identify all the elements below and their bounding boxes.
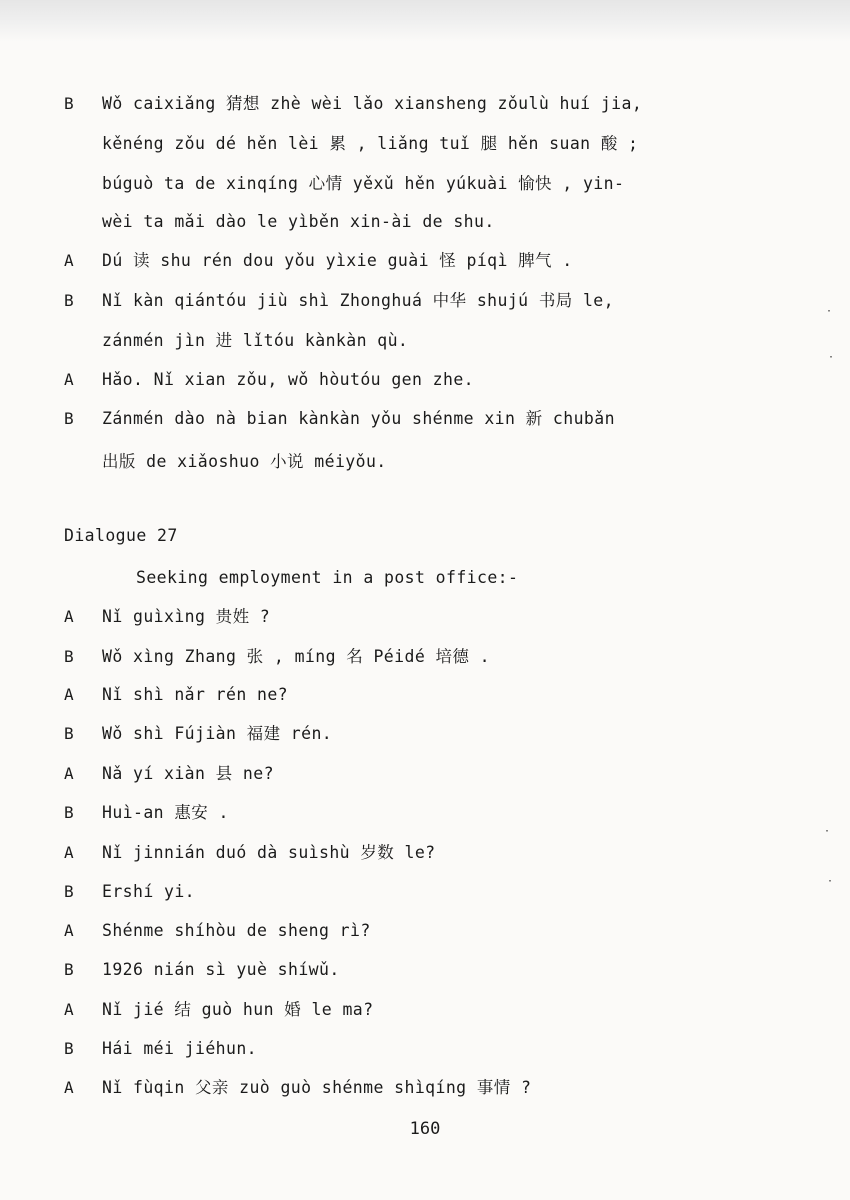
line-text: Wǒ xìng Zhang 张 , míng 名 Péidé 培德 . [102, 647, 490, 666]
dialogue-line [0, 876, 850, 908]
dialogue-line [0, 325, 850, 357]
speaker-label: A [64, 607, 74, 626]
speaker-label: A [64, 1078, 74, 1097]
line-text: búguò ta de xinqíng 心情 yěxǔ hěn yúkuài 愉快 , yin- [102, 174, 625, 193]
speaker-label: A [64, 921, 74, 940]
scan-speck: · [826, 306, 833, 317]
dialogue-description: Seeking employment in a post office:- [136, 568, 519, 587]
line-text: Nǎ yí xiàn 县 ne? [102, 764, 274, 783]
line-text: Dú 读 shu rén dou yǒu yìxie guài 怪 píqì 脾气 . [102, 251, 573, 270]
speaker-label: B [64, 1039, 74, 1058]
dialogue-line [0, 718, 850, 750]
dialogue-line [0, 994, 850, 1026]
dialogue-line [0, 446, 850, 478]
speaker-label: A [64, 843, 74, 862]
dialogue-line [0, 168, 850, 200]
line-text: wèi ta mǎi dào le yìběn xin-ài de shu. [102, 212, 495, 231]
line-text: Shénme shíhòu de sheng rì? [102, 921, 371, 940]
dialogue-line [0, 364, 850, 396]
line-text: 1926 nián sì yuè shíwǔ. [102, 960, 340, 979]
line-text: Nǐ shì nǎr rén ne? [102, 685, 289, 704]
scan-speck: · [828, 352, 835, 363]
speaker-label: A [64, 764, 74, 783]
line-text: Nǐ jinnián duó dà suìshù 岁数 le? [102, 843, 436, 862]
speaker-label: B [64, 724, 74, 743]
line-text: Nǐ guìxìng 贵姓 ? [102, 607, 271, 626]
dialogue-line [0, 601, 850, 633]
line-text: Wǒ caixiǎng 猜想 zhè wèi lǎo xiansheng zǒulù huí jia, [102, 94, 643, 113]
speaker-label: A [64, 685, 74, 704]
line-text: Hǎo. Nǐ xian zǒu, wǒ hòutóu gen zhe. [102, 370, 475, 389]
dialogue-line [0, 758, 850, 790]
dialogue-line [0, 1033, 850, 1065]
speaker-label: B [64, 647, 74, 666]
dialogue-line [0, 915, 850, 947]
dialogue-line [0, 679, 850, 711]
speaker-label: A [64, 251, 74, 270]
scan-top-edge [0, 0, 850, 42]
section-heading [0, 520, 850, 552]
line-text: Huì-an 惠安 . [102, 803, 229, 822]
line-text: Ershí yi. [102, 882, 196, 901]
line-text: Nǐ kàn qiántóu jiù shì Zhonghuá 中华 shujú 书局 le, [102, 291, 614, 310]
dialogue-line [0, 1072, 850, 1104]
dialogue-line [0, 797, 850, 829]
line-text: Nǐ jié 结 guò hun 婚 le ma? [102, 1000, 374, 1019]
dialogue-line [0, 837, 850, 869]
line-text: kěnéng zǒu dé hěn lèi 累 , liǎng tuǐ 腿 hěn suan 酸 ; [102, 134, 639, 153]
speaker-label: B [64, 94, 74, 113]
speaker-label: B [64, 882, 74, 901]
dialogue-line [0, 206, 850, 238]
dialogue-line [0, 245, 850, 277]
page-number: 160 [409, 1119, 441, 1139]
dialogue-line [0, 641, 850, 673]
speaker-label: B [64, 409, 74, 428]
dialogue-line [0, 88, 850, 120]
line-text: Zánmén dào nà bian kànkàn yǒu shénme xin 新 chubǎn [102, 409, 615, 428]
line-text: 出版 de xiǎoshuo 小说 méiyǒu. [102, 452, 387, 471]
line-text: zánmén jìn 进 lǐtóu kànkàn qù. [102, 331, 409, 350]
speaker-label: B [64, 803, 74, 822]
line-text: Hái méi jiéhun. [102, 1039, 258, 1058]
scan-speck: · [827, 876, 834, 887]
scan-speck: · [824, 826, 831, 837]
speaker-label: B [64, 291, 74, 310]
line-text: Nǐ fùqin 父亲 zuò guò shénme shìqíng 事情 ? [102, 1078, 532, 1097]
line-text: Wǒ shì Fújiàn 福建 rén. [102, 724, 333, 743]
dialogue-line [0, 285, 850, 317]
speaker-label: A [64, 1000, 74, 1019]
speaker-label: B [64, 960, 74, 979]
section-subtitle [0, 562, 850, 594]
speaker-label: A [64, 370, 74, 389]
dialogue-line [0, 403, 850, 435]
dialogue-line [0, 954, 850, 986]
dialogue-title: Dialogue 27 [64, 526, 178, 545]
dialogue-line [0, 128, 850, 160]
